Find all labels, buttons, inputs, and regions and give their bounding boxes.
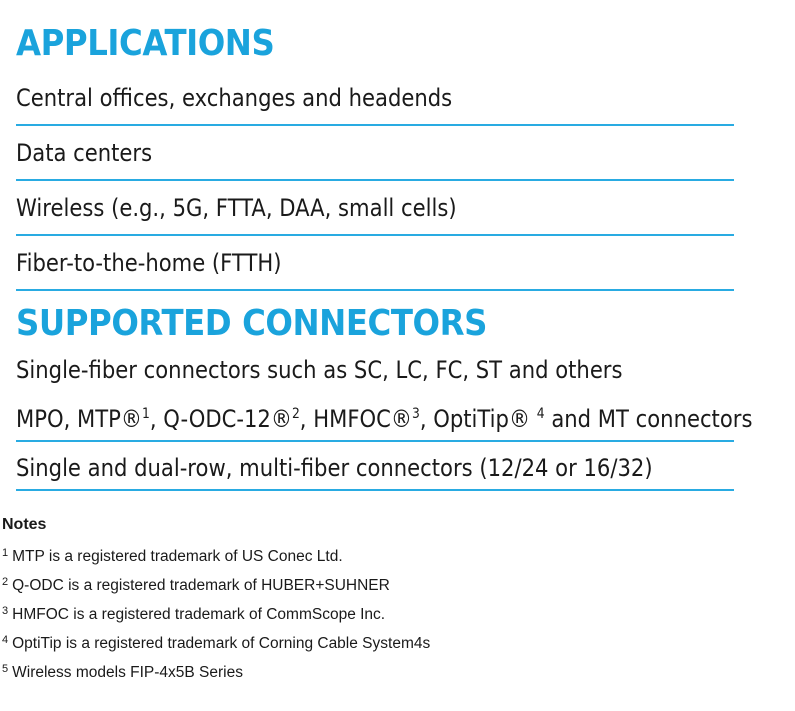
notes-title: Notes [2, 516, 47, 533]
connector-item: Single and dual-row, multi-fiber connectors (12/24 or 16/32) [16, 454, 653, 482]
note-item: $^4$ OptiTip is a registered trademark of Corning Cable System4s [2, 634, 431, 652]
footnote-ref: 3 [411, 406, 420, 422]
applications-heading: APPLICATIONS [16, 23, 275, 64]
connector-item: MPO, MTP®$^1$, Q-ODC-12®$^2$, HMFOC®$^3$, OptiTip® $^4$ and MT connectors [16, 405, 753, 433]
divider [16, 234, 734, 236]
note-item: $^2$ Q-ODC is a registered trademark of HUBER+SUHNER [2, 576, 390, 594]
divider [16, 124, 734, 126]
application-item: Fiber-to-the-home (FTTH) [16, 249, 282, 277]
application-item: Central offices, exchanges and headends [16, 84, 453, 112]
divider [16, 440, 734, 442]
divider [16, 179, 734, 181]
application-item: Data centers [16, 139, 153, 167]
footnote-ref: 2 [291, 406, 300, 422]
divider [16, 489, 734, 491]
footnote-ref: 1 [141, 406, 150, 422]
note-item: $^5$ Wireless models FIP-4x5B Series [2, 663, 243, 681]
note-item: $^1$ MTP is a registered trademark of US Conec Ltd. [2, 547, 343, 565]
note-item: $^3$ HMFOC is a registered trademark of CommScope Inc. [2, 605, 386, 623]
application-item: Wireless (e.g., 5G, FTTA, DAA, small cells) [16, 194, 457, 222]
connector-item: Single-fiber connectors such as SC, LC, FC, ST and others [16, 356, 623, 384]
notes-section [2, 516, 430, 688]
connectors-heading: SUPPORTED CONNECTORS [16, 303, 487, 344]
divider [16, 289, 734, 291]
footnote-ref: 4 [536, 406, 545, 422]
